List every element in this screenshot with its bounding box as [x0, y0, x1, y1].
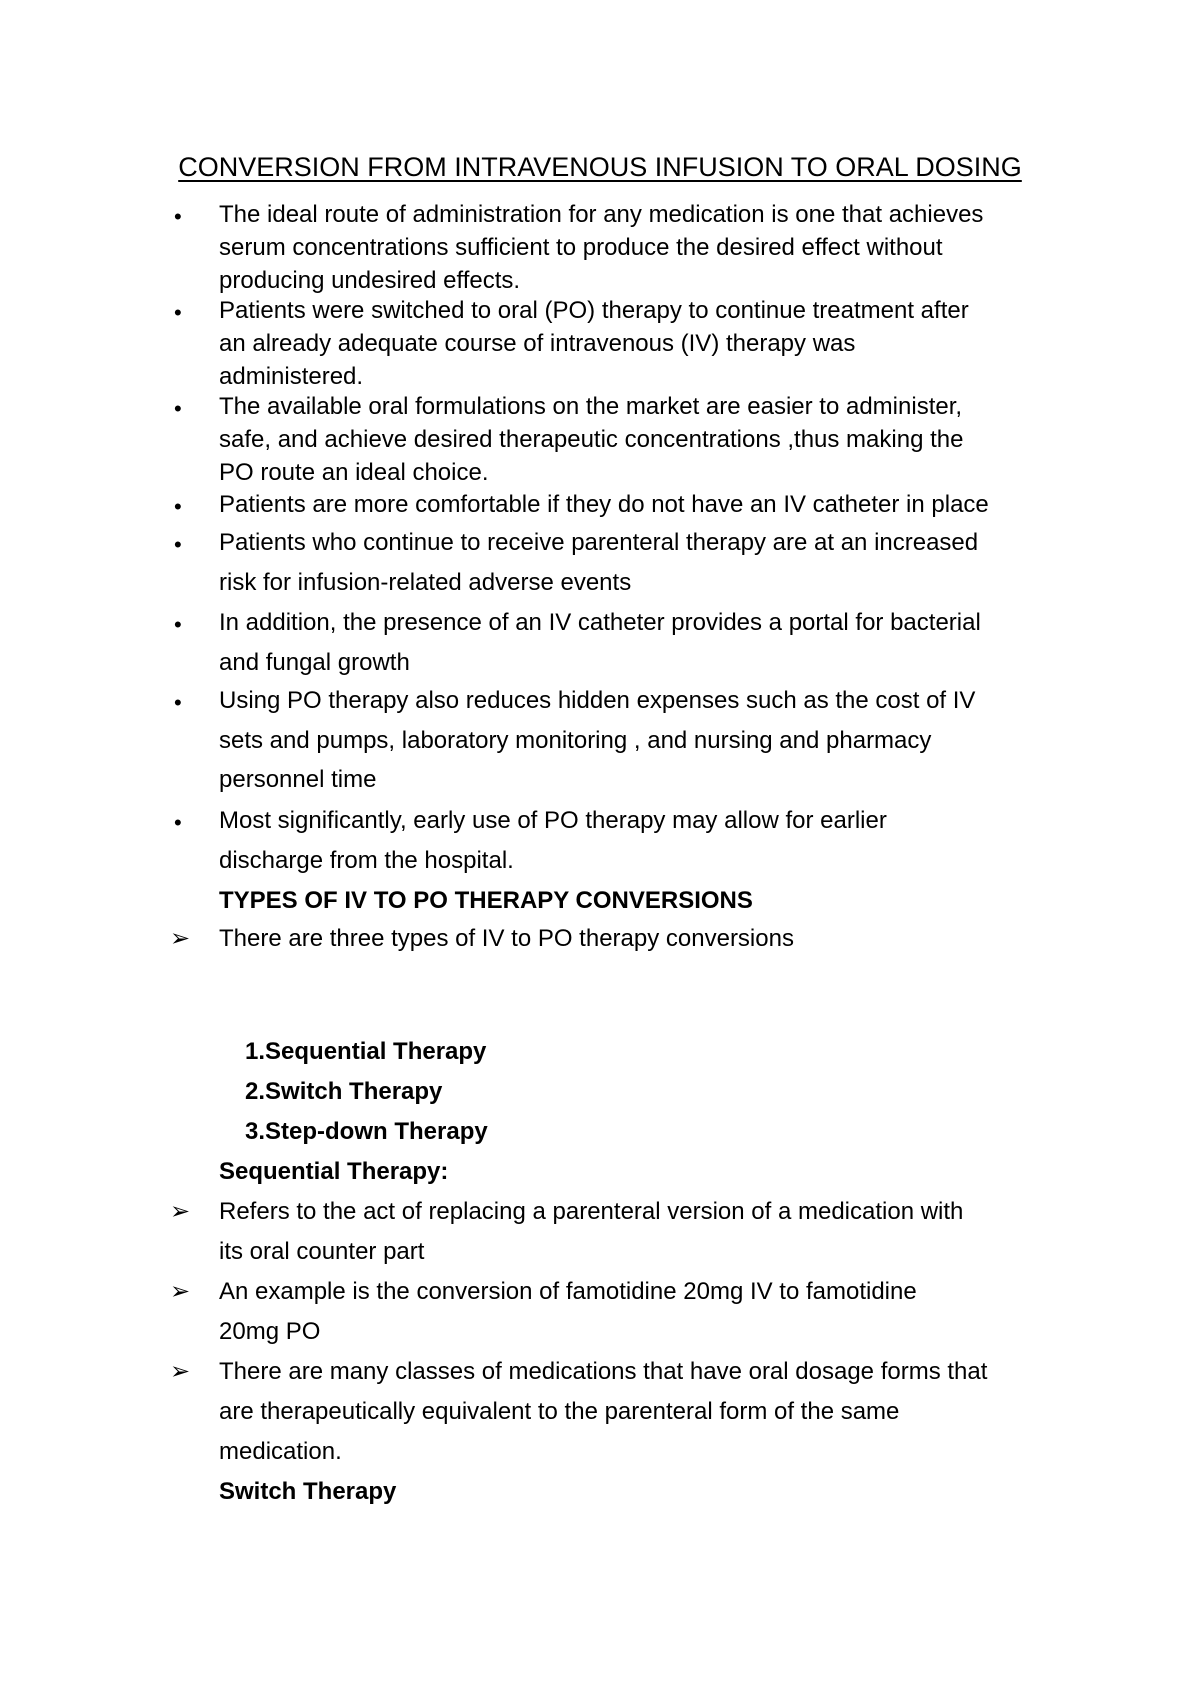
bullet-5-line-2: risk for infusion-related adverse events — [219, 569, 632, 596]
bullet-4-line-1: Patients are more comfortable if they do not have an IV catheter in place — [219, 491, 989, 518]
bullet-1-line-2: serum concentrations sufficient to produce the desired effect without — [219, 234, 943, 261]
bullet-icon: • — [174, 532, 182, 557]
arrow-icon: ➢ — [170, 925, 191, 952]
sequential-point-3-line-1: There are many classes of medications that have oral dosage forms that — [219, 1358, 988, 1385]
sequential-point-2-line-2: 20mg PO — [219, 1318, 321, 1345]
bullet-icon: • — [174, 810, 182, 835]
bullet-icon: • — [174, 204, 182, 229]
sequential-point-1-line-2: its oral counter part — [219, 1238, 425, 1265]
bullet-1-line-3: producing undesired effects. — [219, 267, 521, 294]
bullet-icon: • — [174, 396, 182, 421]
bullet-5-line-1: Patients who continue to receive parenteral therapy are at an increased — [219, 529, 979, 556]
arrow-icon: ➢ — [170, 1358, 191, 1385]
bullet-2-line-2: an already adequate course of intravenous (IV) therapy was — [219, 330, 856, 357]
types-list-item-2: 2.Switch Therapy — [245, 1078, 443, 1105]
bullet-3-line-1: The available oral formulations on the market are easier to administer, — [219, 393, 963, 420]
bullet-7-line-3: personnel time — [219, 766, 377, 793]
sequential-point-2-line-1: An example is the conversion of famotidine 20mg IV to famotidine — [219, 1278, 917, 1305]
bullet-7-line-1: Using PO therapy also reduces hidden expenses such as the cost of IV — [219, 687, 976, 714]
bullet-6-line-1: In addition, the presence of an IV catheter provides a portal for bacterial — [219, 609, 981, 636]
bullet-1-line-1: The ideal route of administration for any medication is one that achieves — [219, 201, 984, 228]
bullet-icon: • — [174, 494, 182, 519]
bullet-8-line-1: Most significantly, early use of PO therapy may allow for earlier — [219, 807, 887, 834]
sequential-point-1-line-1: Refers to the act of replacing a parenteral version of a medication with — [219, 1198, 964, 1225]
types-intro: There are three types of IV to PO therapy conversions — [219, 925, 794, 952]
bullet-8-line-2: discharge from the hospital. — [219, 847, 514, 874]
sequential-heading: Sequential Therapy: — [219, 1158, 449, 1185]
bullet-6-line-2: and fungal growth — [219, 649, 410, 676]
arrow-icon: ➢ — [170, 1278, 191, 1305]
sequential-point-3-line-2: are therapeutically equivalent to the parenteral form of the same — [219, 1398, 900, 1425]
bullet-3-line-3: PO route an ideal choice. — [219, 459, 489, 486]
types-list-item-3: 3.Step-down Therapy — [245, 1118, 488, 1145]
types-heading: TYPES OF IV TO PO THERAPY CONVERSIONS — [219, 887, 753, 914]
bullet-2-line-1: Patients were switched to oral (PO) therapy to continue treatment after — [219, 297, 969, 324]
bullet-3-line-2: safe, and achieve desired therapeutic concentrations ,thus making the — [219, 426, 964, 453]
types-list-item-1: 1.Sequential Therapy — [245, 1038, 487, 1065]
bullet-icon: • — [174, 612, 182, 637]
switch-heading: Switch Therapy — [219, 1478, 397, 1505]
bullet-7-line-2: sets and pumps, laboratory monitoring , and nursing and pharmacy — [219, 727, 932, 754]
sequential-point-3-line-3: medication. — [219, 1438, 342, 1465]
bullet-icon: • — [174, 690, 182, 715]
bullet-2-line-3: administered. — [219, 363, 364, 390]
page-title: CONVERSION FROM INTRAVENOUS INFUSION TO ORAL DOSING — [178, 152, 1022, 182]
arrow-icon: ➢ — [170, 1198, 191, 1225]
bullet-icon: • — [174, 300, 182, 325]
